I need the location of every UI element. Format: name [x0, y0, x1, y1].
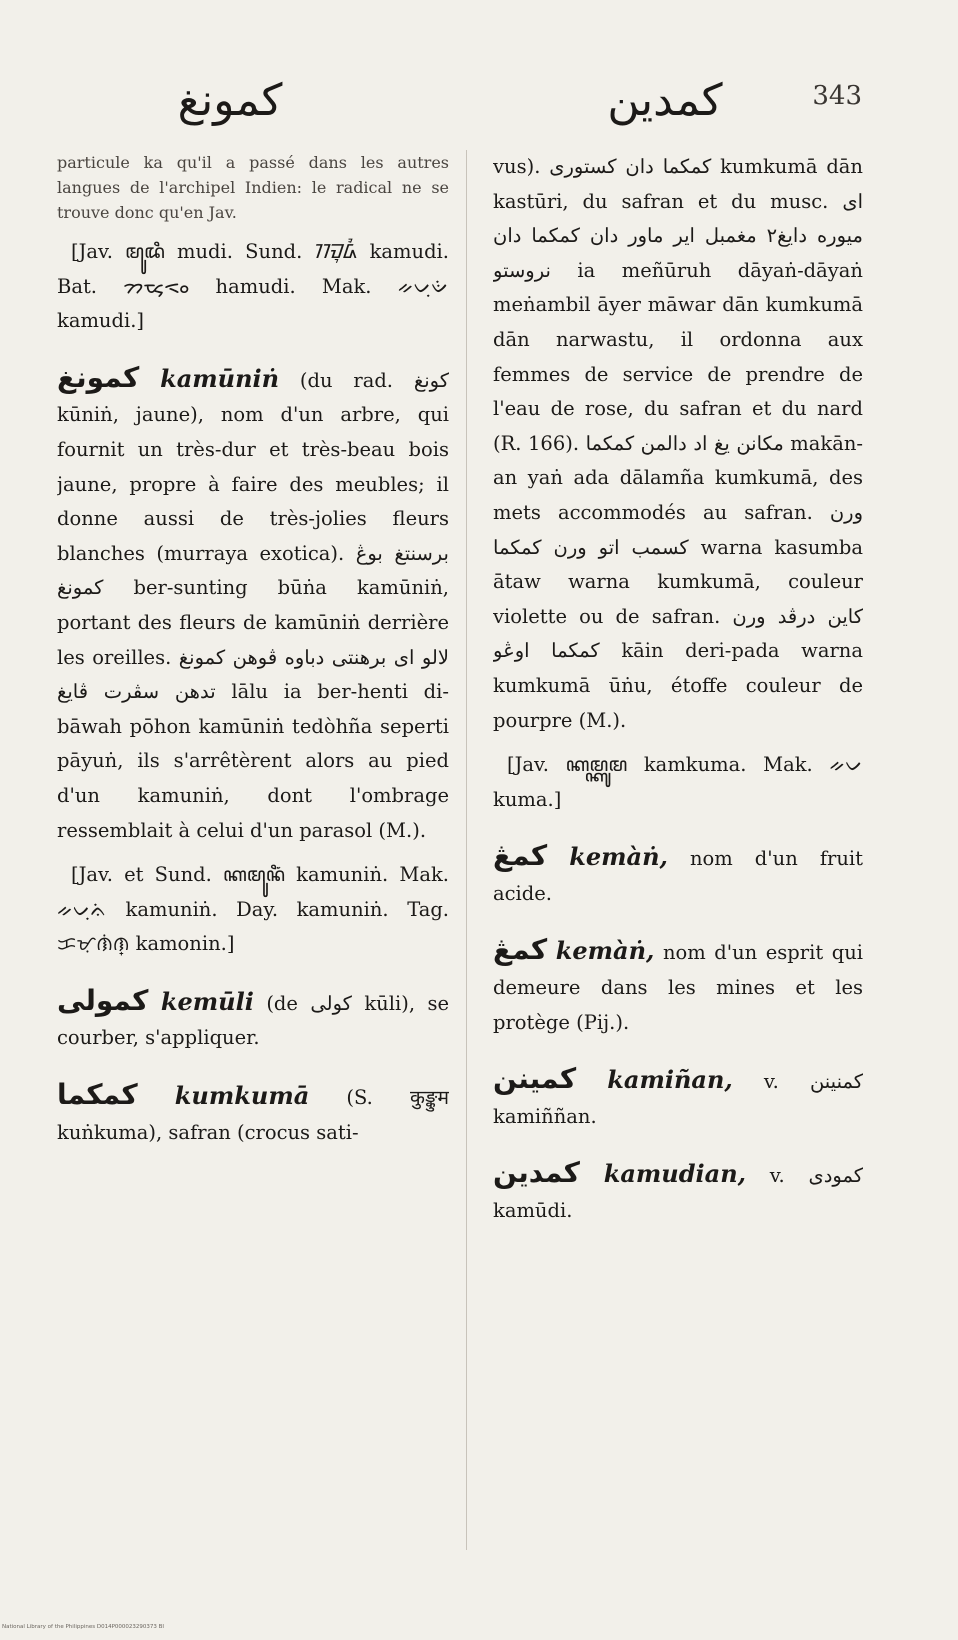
entry-kemuli-arabic: كمولى [57, 983, 149, 1017]
entry-kemang-spirit-text: nom d'un esprit qui demeure dans les mines et les protège (Pij.). [493, 941, 863, 1034]
left-running-head: كمونغ [177, 75, 283, 126]
entry-kemang-fruit-arabic: كمڠ [493, 839, 548, 873]
entry-kemang-fruit [493, 839, 863, 911]
left-column [57, 150, 449, 1570]
entry-kamuning-headword: kamūniṅ [160, 363, 280, 393]
entry-kumkuma-text: (S. कुङ्कुम kuṅkuma), safran (crocus sati- [57, 1086, 449, 1144]
entry-kumkuma-arabic: كمكما [57, 1078, 138, 1112]
entry-kemang-spirit-headword: kemàṅ, [555, 936, 655, 966]
entry-kemuli [57, 984, 449, 1056]
column-divider [466, 150, 467, 1550]
entry-kamudian [493, 1156, 863, 1228]
page-number: 343 [812, 81, 862, 111]
entry-kaminan-arabic: كمينن [493, 1062, 577, 1096]
entry-kemang-spirit-arabic: كمڠ [493, 933, 548, 967]
entry-kemuli-headword: kemūli [160, 986, 254, 1016]
entry-kemang-fruit-headword: kemàṅ, [569, 842, 668, 872]
entry-kemang-spirit [493, 933, 863, 1040]
entry-kaminan-headword: kamiñan, [607, 1065, 733, 1095]
reference-kamuning: [Jav. et Sund. ꦏꦩꦸꦤꦶꦁ kamuniṅ. Mak. ᨀᨆᨘᨊᨗ kamuniṅ. Day. kamuniṅ. Tag. ᜃᜋᜓᜈᜒᜈ᜔ kamonin.] [57, 863, 449, 956]
entry-kaminan-text: v. كمنينن kamiññan. [493, 1070, 863, 1128]
entry-kaminan [493, 1062, 863, 1134]
entry-kamudian-headword: kamudian, [603, 1159, 746, 1189]
entry-kamudian-text: v. كمودى kamūdi. [493, 1164, 863, 1223]
right-running-head: كمدين [607, 75, 723, 126]
entry-kamuning-text: (du rad. كونغ kūniṅ, jaune), nom d'un arbre, qui fournit un très-dur et très-beau bois jaune, propre à faire des meubles; il donne aussi de très-jolies fleurs blanches (murraya exotica). برسنتغ بوڠ كمونغ ber-sunting būṅa kamūniṅ, portant des fleurs de kamūniṅ derrière les oreilles. لالو اى برهنتى دباوه ڤوهن كمونغ تدهن سڤرت ڤايغ lālu ia ber-henti di-bāwah pōhon kamūniṅ tedòhña seperti pāyuṅ, ils s'arrêtèrent alors au pied d'un kamuniṅ, dont l'ombrage ressemblait à celui d'un parasol (M.). [57, 368, 449, 842]
library-watermark: National Library of the Philippines D014P000023290373 BI [2, 1624, 165, 1630]
intro-text: particule ka qu'il a passé dans les autres langues de l'archipel Indien: le radical ne se trouve donc qu'en Jav. [57, 153, 449, 222]
entry-kamudian-arabic: كمدين [493, 1156, 580, 1190]
right-column [493, 150, 863, 1570]
reference-mudi: [Jav. ꦩꦸꦢꦶ mudi. Sund. ᮊᮙᮥᮓᮤ kamudi. Bat. ᯂᯔᯮᯑᯪ hamudi. Mak. ᨀᨆᨘᨉᨗ kamudi.] [57, 240, 449, 333]
entry-kamuning [57, 361, 449, 848]
reference-kumkuma: [Jav. ꦏꦩ꧀ꦏꦸꦩ kamkuma. Mak. ᨀᨆ kuma.] [493, 753, 863, 811]
entry-kemuli-text: (de كولى kūli), se courber, s'appliquer. [57, 991, 449, 1050]
entry-kumkuma-headword: kumkumā [174, 1081, 310, 1111]
kumkuma-continuation: vus). كمكما دان كستورى kumkumā dān kastūri, du safran et du musc. اى ميوره دايغ٢ مغمبل اير ماور دان كمكما دان نروستو ia meñūruh dāyaṅ-dāyaṅ meṅambil āyer māwar dān kumkumā dān narwastu, il ordonna aux femmes de service de prendre de l'eau de rose, du safran et du nard (R. 166). مكانن يغ اد دالمن كمكما makān-an yaṅ ada dālamña kumkumā, des mets accommodés au safran. ورن كسمب اتو ورن كمكما warna kasumba ātaw warna kumkumā, couleur violette ou de safran. كاين درڤد ورن كمكما اوڠو kāin deri-pada warna kumkumā ūṅu, étoffe couleur de pourpre (M.). [493, 155, 863, 732]
entry-kumkuma [57, 1078, 449, 1150]
entry-kamuning-arabic: كمونغ [57, 360, 140, 394]
entry-kemang-fruit-text: nom d'un fruit acide. [493, 847, 863, 905]
